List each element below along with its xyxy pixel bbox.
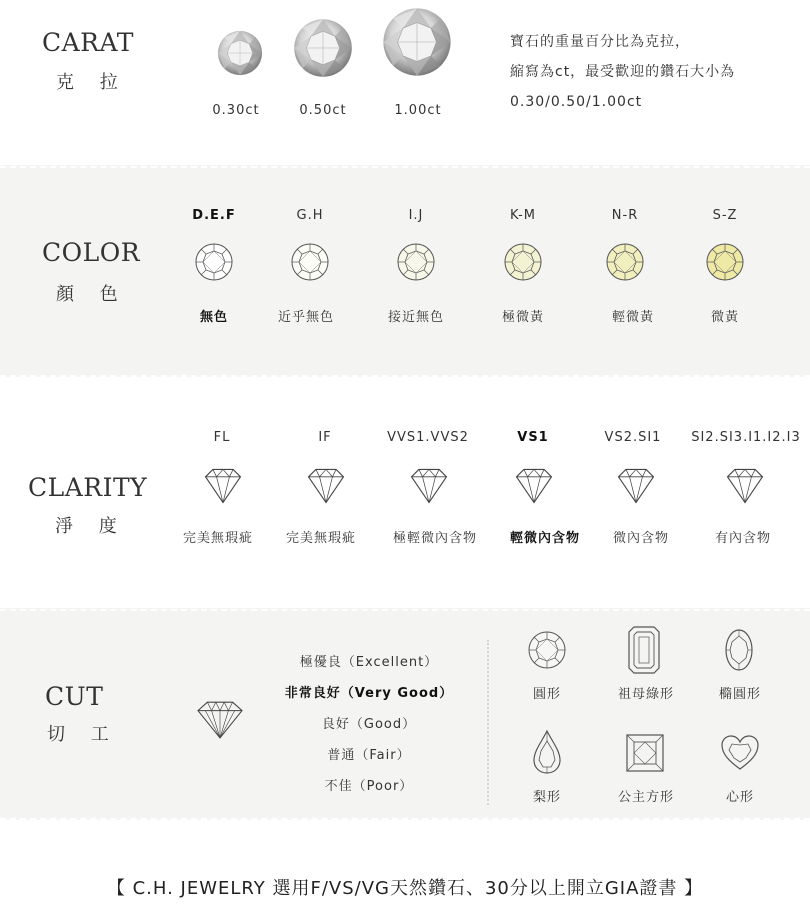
diamond-050ct-icon bbox=[293, 18, 353, 78]
carat-description bbox=[510, 27, 735, 117]
round-diamond-icon bbox=[396, 242, 436, 282]
shape-label: 圓形 bbox=[532, 687, 562, 702]
side-diamond-icon bbox=[303, 466, 349, 506]
color-grade-code: G.H bbox=[296, 208, 324, 223]
cut-divider bbox=[487, 640, 489, 805]
color-grade-code: K-M bbox=[509, 208, 537, 223]
clarity-grade-name: 有內含物 bbox=[714, 531, 772, 546]
color-grade-name: 近乎無色 bbox=[277, 310, 335, 325]
side-diamond-icon bbox=[722, 466, 768, 506]
diamond-030ct-icon bbox=[217, 30, 263, 76]
section-divider bbox=[0, 166, 810, 168]
clarity-grade-name: 完美無瑕疵 bbox=[285, 531, 357, 546]
clarity-grade-name: 微內含物 bbox=[612, 531, 670, 546]
cut-grade: 普通（Fair） bbox=[327, 748, 411, 763]
color-grade-code: I.J bbox=[408, 208, 424, 223]
cut-grade: 不佳（Poor） bbox=[324, 779, 414, 794]
round-diamond-icon bbox=[705, 242, 745, 282]
cut-grade: 非常良好（Very Good） bbox=[284, 686, 454, 701]
emerald-shape-icon bbox=[628, 626, 660, 674]
shape-label: 祖母綠形 bbox=[617, 687, 675, 702]
color-grade-code: D.E.F bbox=[192, 208, 236, 223]
clarity-grade-code: VVS1.VVS2 bbox=[387, 430, 469, 445]
clarity-title-zh: 淨 度 bbox=[55, 516, 127, 537]
clarity-grade-name: 極輕微內含物 bbox=[392, 531, 478, 546]
heart-shape-icon bbox=[721, 735, 759, 771]
shape-label: 心形 bbox=[725, 790, 755, 805]
color-grade-code: S-Z bbox=[712, 208, 738, 223]
cut-title-en: CUT bbox=[45, 682, 104, 711]
cut-grade: 良好（Good） bbox=[321, 717, 417, 732]
cut-title-zh: 切 工 bbox=[47, 724, 119, 745]
carat-description-line: 寶石的重量百分比為克拉， bbox=[510, 34, 690, 50]
diamond-100ct-icon bbox=[382, 7, 452, 77]
clarity-grade-code: VS1 bbox=[517, 430, 549, 445]
section-divider bbox=[0, 609, 810, 611]
footer-note: 【 C.H. JEWELRY 選用F/VS/VG天然鑽石、30分以上開立GIA證書 】 bbox=[106, 878, 704, 899]
section-divider bbox=[0, 818, 810, 820]
cut-diamond-icon bbox=[193, 698, 247, 740]
clarity-grade-code: FL bbox=[213, 430, 231, 445]
carat-description-line: 縮寫為ct，最受歡迎的鑽石大小為 bbox=[510, 64, 736, 80]
side-diamond-icon bbox=[511, 466, 557, 506]
carat-size-label: 0.30ct bbox=[212, 103, 260, 118]
pear-shape-icon bbox=[532, 729, 562, 775]
color-grade-name: 微黃 bbox=[710, 310, 740, 325]
round-diamond-icon bbox=[194, 242, 234, 282]
color-grade-name: 極微黃 bbox=[501, 310, 545, 325]
shape-label: 公主方形 bbox=[617, 790, 675, 805]
side-diamond-icon bbox=[613, 466, 659, 506]
carat-size-label: 1.00ct bbox=[394, 103, 442, 118]
carat-description-line: 0.30/0.50/1.00ct bbox=[510, 94, 643, 110]
oval-shape-icon bbox=[724, 628, 754, 672]
shape-label: 梨形 bbox=[532, 790, 562, 805]
clarity-title-en: CLARITY bbox=[28, 473, 148, 502]
color-grade-name: 接近無色 bbox=[387, 310, 445, 325]
color-grade-name: 輕微黃 bbox=[611, 310, 655, 325]
color-grade-code: N-R bbox=[611, 208, 639, 223]
princess-shape-icon bbox=[626, 734, 664, 772]
color-grade-name: 無色 bbox=[199, 310, 229, 325]
shape-label: 橢圓形 bbox=[718, 687, 762, 702]
carat-size-label: 0.50ct bbox=[299, 103, 347, 118]
cut-grade: 極優良（Excellent） bbox=[299, 655, 439, 670]
clarity-grade-code: SI2.SI3.I1.I2.I3 bbox=[691, 430, 801, 445]
round-diamond-icon bbox=[503, 242, 543, 282]
carat-title-en: CARAT bbox=[42, 28, 134, 57]
clarity-grade-code: VS2.SI1 bbox=[604, 430, 662, 445]
round-diamond-icon bbox=[605, 242, 645, 282]
clarity-grade-name: 完美無瑕疵 bbox=[182, 531, 254, 546]
carat-title-zh: 克 拉 bbox=[56, 72, 128, 93]
round-diamond-icon bbox=[290, 242, 330, 282]
color-title-zh: 顏 色 bbox=[56, 284, 128, 305]
round-shape-icon bbox=[527, 630, 567, 670]
color-title-en: COLOR bbox=[42, 238, 141, 267]
clarity-grade-name: 輕微內含物 bbox=[509, 531, 581, 546]
clarity-grade-code: IF bbox=[318, 430, 332, 445]
section-divider bbox=[0, 375, 810, 377]
side-diamond-icon bbox=[406, 466, 452, 506]
side-diamond-icon bbox=[200, 466, 246, 506]
